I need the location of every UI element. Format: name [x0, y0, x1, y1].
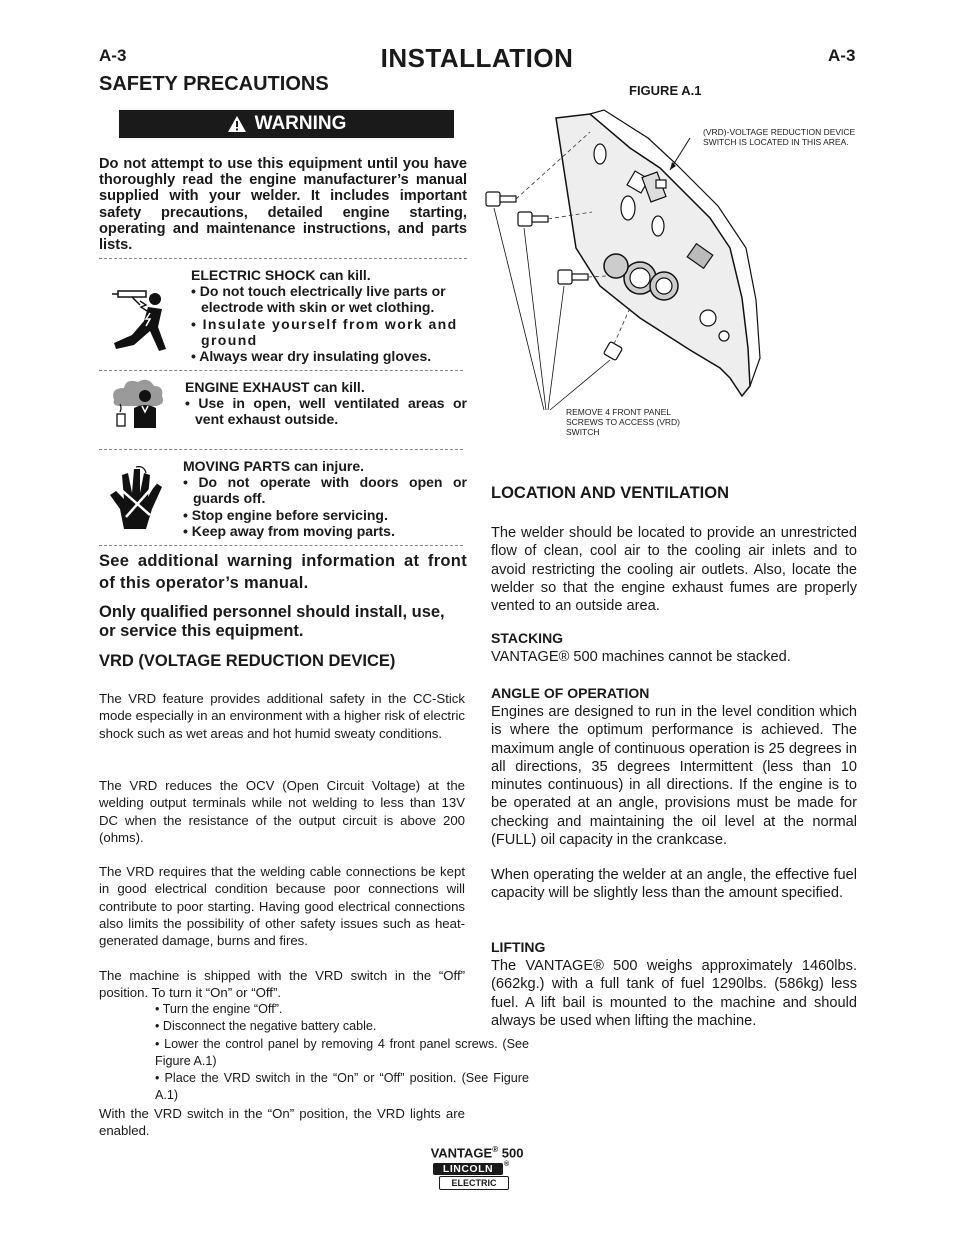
hazard-title: ELECTRIC SHOCK can kill.	[191, 267, 371, 283]
lifting-paragraph: The VANTAGE® 500 weighs approximately 1460lbs. (662kg.) with a full tank of fuel 1290lbs. (586kg) less fuel. A lift bail is mounted to the machine and should always be used when lifting the machine.	[491, 958, 857, 1029]
list-item: • Place the VRD switch in the “On” or “Off” position. (See Figure A.1)	[155, 1071, 529, 1103]
electric-shock-icon	[104, 285, 176, 355]
vrd-steps-list	[91, 1001, 529, 1105]
hazard-engine-exhaust	[185, 379, 467, 428]
logo-bottom-text: ELECTRIC	[439, 1176, 509, 1190]
hazard-electric-shock	[191, 267, 467, 364]
section-title-safety: SAFETY PRECAUTIONS	[99, 73, 329, 95]
lifting-heading: LIFTING	[491, 939, 546, 955]
angle-of-operation-paragraph: When operating the welder at an angle, the effective fuel capacity will be slightly less than the amount specified.	[491, 867, 857, 902]
hazard-item: • Keep away from moving parts.	[183, 522, 395, 539]
figure-callout-vrd-switch: (VRD)-VOLTAGE REDUCTION DEVICE SWITCH IS LOCATED IN THIS AREA.	[703, 127, 856, 147]
divider	[99, 370, 463, 371]
footer-model	[0, 1145, 954, 1160]
list-item: • Disconnect the negative battery cable.	[155, 1019, 377, 1034]
hazard-moving-parts	[183, 458, 467, 539]
vrd-paragraph: The machine is shipped with the VRD switch in the “Off” position. To turn it “On” or “Off”.	[99, 968, 465, 1001]
footer-model-number: 500	[501, 1145, 524, 1161]
qualified-personnel-note: Only qualified personnel should install, use, or service this equipment.	[99, 603, 445, 640]
logo-top-text: LINCOLN	[433, 1163, 503, 1175]
stacking-paragraph: VANTAGE® 500 machines cannot be stacked.	[491, 649, 791, 665]
figure-label: FIGURE A.1	[629, 83, 702, 98]
angle-of-operation-paragraph: Engines are designed to run in the level condition which is where the optimum performance is achieved. The maximum angle of continuous operation is 25 degrees in all directions, 35 degrees Intermittent (less than 10 minutes continuous) in all directions. If the engine is to be operated at an angle, provisions must be made for checking and maintaining the oil level at the normal (FULL) oil capacity in the crankcase.	[491, 704, 857, 849]
vrd-paragraph: The VRD reduces the OCV (Open Circuit Voltage) at the welding output terminals while not welding to less than 13V DC when the resistance of the output circuit is above 200 (ohms).	[99, 778, 465, 845]
footer-model-reg: ®	[492, 1145, 499, 1154]
warning-label: WARNING	[254, 113, 347, 134]
location-ventilation-heading: LOCATION AND VENTILATION	[491, 484, 730, 502]
moving-parts-icon	[106, 465, 166, 531]
vrd-heading: VRD (VOLTAGE REDUCTION DEVICE)	[99, 652, 396, 670]
stacking-heading: STACKING	[491, 630, 564, 646]
divider	[99, 258, 467, 259]
page-title: INSTALLATION	[380, 43, 574, 73]
hazard-title: ENGINE EXHAUST can kill.	[185, 379, 365, 395]
vrd-paragraph: With the VRD switch in the “On” position, the VRD lights are enabled.	[99, 1106, 465, 1139]
engine-exhaust-icon	[108, 378, 166, 430]
hazard-item: • Always wear dry insulating gloves.	[191, 348, 432, 365]
figure-callout-front-panel-screws: REMOVE 4 FRONT PANEL SCREWS TO ACCESS (VRD) SWITCH	[566, 407, 680, 437]
logo-reg-mark: ®	[504, 1161, 510, 1168]
intro-warning-text: Do not attempt to use this equipment until you have thoroughly read the engine manufacturer’s manual supplied with your welder. It includes important safety precautions, detailed engine starting, operating and maintenance instructions, and parts lists.	[99, 156, 467, 254]
hazard-item: • Do not touch electrically live parts or electrode with skin or wet clothing.	[191, 283, 446, 316]
page-code-left: A-3	[99, 46, 127, 65]
list-item: • Turn the engine “Off”.	[155, 1002, 283, 1016]
hazard-title: MOVING PARTS can injure.	[183, 458, 364, 474]
divider	[99, 545, 463, 546]
hazard-item: • Use in open, well ventilated areas or vent exhaust outside.	[185, 395, 467, 428]
hazard-item: • Insulate yourself from work and ground	[191, 315, 458, 348]
warning-triangle-icon	[227, 115, 247, 133]
vrd-paragraph: The VRD requires that the welding cable connections be kept in good electrical condition because poor connections will contribute to poor starting. Having good electrical connections also limits the possibility of other safety issues such as heat-generated damage, burns and fires.	[99, 864, 465, 949]
list-item: • Lower the control panel by removing 4 front panel screws. (See Figure A.1)	[155, 1036, 529, 1068]
vrd-paragraph: The VRD feature provides additional safety in the CC-Stick mode especially in an environment with a higher risk of electric shock such as wet areas and hot humid sweaty conditions.	[99, 691, 465, 741]
warning-banner	[119, 110, 454, 138]
angle-of-operation-heading: ANGLE OF OPERATION	[491, 685, 650, 701]
footer-model-name: VANTAGE	[430, 1145, 493, 1161]
divider	[99, 449, 463, 450]
hazard-item: • Stop engine before servicing.	[183, 506, 388, 523]
hazard-item: • Do not operate with doors open or guards off.	[183, 474, 467, 507]
page-code-right: A-3	[828, 46, 856, 65]
figure-control-panel-diagram	[480, 108, 880, 448]
lincoln-electric-logo	[433, 1163, 509, 1190]
see-additional-warning: See additional warning information at front of this operator’s manual.	[99, 552, 467, 592]
location-ventilation-paragraph: The welder should be located to provide an unrestricted flow of clean, cool air to the cooling air inlets and to avoid restricting the cooling air outlets. Also, locate the welder so that the engine exhaust fumes are properly vented to an outside area.	[491, 525, 857, 615]
